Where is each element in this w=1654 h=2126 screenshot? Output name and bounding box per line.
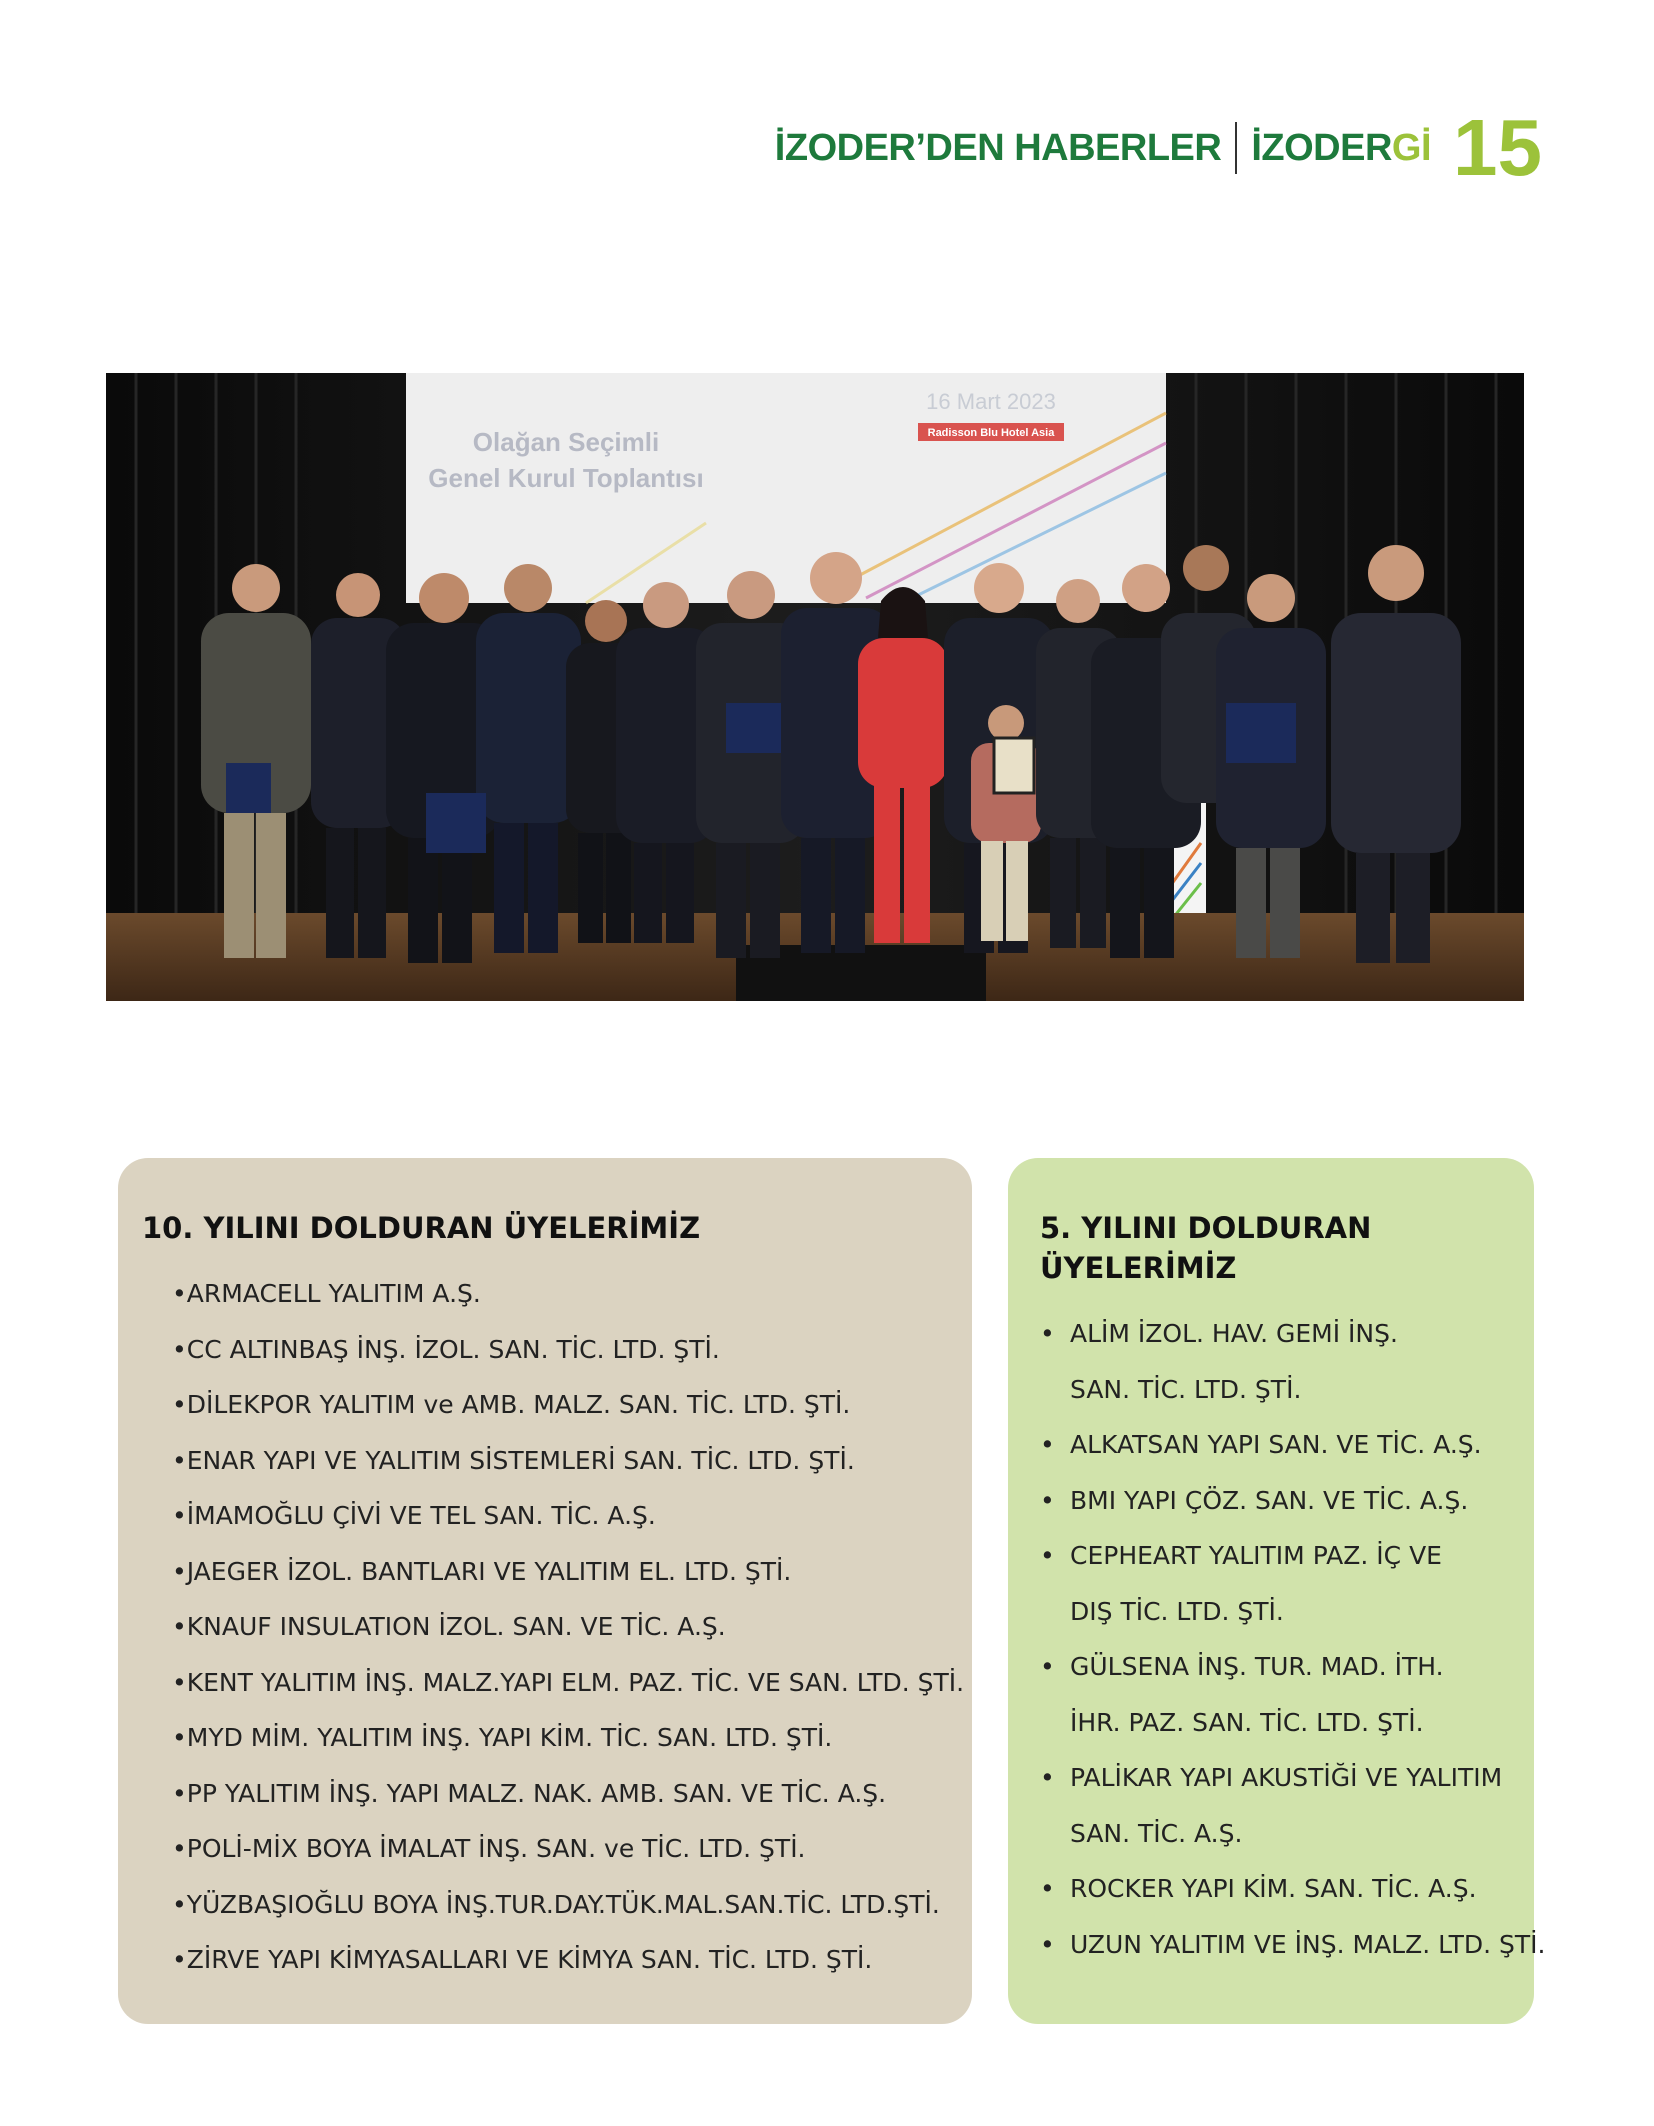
list-item: •POLİ-MİX BOYA İMALAT İNŞ. SAN. ve TİC. LTD. ŞTİ. <box>172 1834 806 1863</box>
page-number: 15 <box>1453 103 1542 192</box>
list-item <box>1040 1417 1510 1473</box>
screen-date: 16 Mart 2023 <box>926 389 1056 414</box>
list-item: •KENT YALITIM İNŞ. MALZ.YAPI ELM. PAZ. TİC. VE SAN. LTD. ŞTİ. <box>172 1667 965 1697</box>
bullet: • <box>1040 1485 1055 1515</box>
bullet: • <box>1040 1763 1055 1792</box>
list-item-line2: DIŞ TİC. LTD. ŞTİ. <box>1070 1596 1284 1626</box>
magazine-name-main: İZODER <box>1251 126 1392 169</box>
bullet: • <box>1040 1541 1055 1570</box>
screen-title-line2: Genel Kurul Toplantısı <box>428 463 704 493</box>
list-item-line1: PALİKAR YAPI AKUSTİĞİ VE YALITIM <box>1070 1763 1503 1792</box>
event-photo-drawing <box>106 373 1524 1001</box>
page-header <box>774 103 1542 192</box>
bullet: • <box>1040 1929 1055 1959</box>
list-item: •MYD MİM. YALITIM İNŞ. YAPI KİM. TİC. SAN. LTD. ŞTİ. <box>172 1723 833 1752</box>
list-item <box>1040 1861 1510 1917</box>
list-item-line1: CEPHEART YALITIM PAZ. İÇ VE <box>1070 1541 1442 1570</box>
members-5-years-title-line1: 5. YILINI DOLDURAN <box>1040 1211 1372 1245</box>
bullet: • <box>1040 1652 1055 1681</box>
members-10-years-title: 10. YILINI DOLDURAN ÜYELERİMİZ <box>142 1211 701 1245</box>
list-item <box>1040 1750 1510 1861</box>
magazine-name-accent: Gİ <box>1391 126 1432 169</box>
list-item: •KNAUF INSULATION İZOL. SAN. VE TİC. A.Ş. <box>172 1612 726 1641</box>
list-item: •ARMACELL YALITIM A.Ş. <box>172 1279 481 1308</box>
header-divider <box>1235 122 1237 174</box>
list-item: •DİLEKPOR YALITIM ve AMB. MALZ. SAN. TİC. LTD. ŞTİ. <box>172 1390 851 1419</box>
screen-venue: Radisson Blu Hotel Asia <box>927 427 1055 439</box>
members-5-years-list <box>1040 1306 1546 1972</box>
list-item <box>1040 1917 1546 1973</box>
list-item: •YÜZBAŞIOĞLU BOYA İNŞ.TUR.DAY.TÜK.MAL.SAN.TİC. LTD.ŞTİ. <box>172 1889 940 1919</box>
list-item: •CC ALTINBAŞ İNŞ. İZOL. SAN. TİC. LTD. ŞTİ. <box>172 1334 720 1364</box>
event-photo <box>106 373 1524 1001</box>
list-item: •PP YALITIM İNŞ. YAPI MALZ. NAK. AMB. SAN. VE TİC. A.Ş. <box>172 1778 887 1808</box>
members-5-years-title <box>1040 1208 1510 1288</box>
list-item-line1: ALKATSAN YAPI SAN. VE TİC. A.Ş. <box>1070 1430 1482 1459</box>
bullet: • <box>1040 1319 1055 1348</box>
members-5-years-box <box>1008 1158 1546 2024</box>
list-item <box>1040 1306 1510 1417</box>
list-item: •İMAMOĞLU ÇİVİ VE TEL SAN. TİC. A.Ş. <box>172 1501 656 1530</box>
magazine-name <box>1251 127 1431 170</box>
list-item <box>1040 1639 1510 1750</box>
list-item-line1: ALİM İZOL. HAV. GEMİ İNŞ. <box>1070 1319 1398 1348</box>
list-item-line1: UZUN YALITIM VE İNŞ. MALZ. LTD. ŞTİ. <box>1070 1929 1546 1959</box>
list-item <box>1040 1473 1510 1529</box>
list-item-line1: BMI YAPI ÇÖZ. SAN. VE TİC. A.Ş. <box>1070 1485 1469 1515</box>
list-item: •JAEGER İZOL. BANTLARI VE YALITIM EL. LTD. ŞTİ. <box>172 1556 792 1586</box>
list-item: •ENAR YAPI VE YALITIM SİSTEMLERİ SAN. TİC. LTD. ŞTİ. <box>172 1445 855 1475</box>
section-title: İZODER’DEN HABERLER <box>774 126 1222 169</box>
list-item-line2: SAN. TİC. A.Ş. <box>1070 1818 1243 1848</box>
list-item-line2: İHR. PAZ. SAN. TİC. LTD. ŞTİ. <box>1070 1707 1424 1737</box>
list-item <box>1040 1528 1510 1639</box>
list-item: •ZİRVE YAPI KİMYASALLARI VE KİMYA SAN. TİC. LTD. ŞTİ. <box>172 1945 873 1974</box>
list-item-line1: ROCKER YAPI KİM. SAN. TİC. A.Ş. <box>1070 1874 1477 1903</box>
members-5-years-title-line2: ÜYELERİMİZ <box>1040 1251 1237 1285</box>
list-item-line2: SAN. TİC. LTD. ŞTİ. <box>1070 1374 1302 1404</box>
bullet: • <box>1040 1430 1055 1459</box>
bullet: • <box>1040 1874 1055 1903</box>
members-10-years-box <box>118 1158 972 2024</box>
members-10-years-list <box>142 1266 965 1988</box>
screen-title-line1: Olağan Seçimli <box>472 427 660 457</box>
list-item-line1: GÜLSENA İNŞ. TUR. MAD. İTH. <box>1070 1652 1444 1681</box>
